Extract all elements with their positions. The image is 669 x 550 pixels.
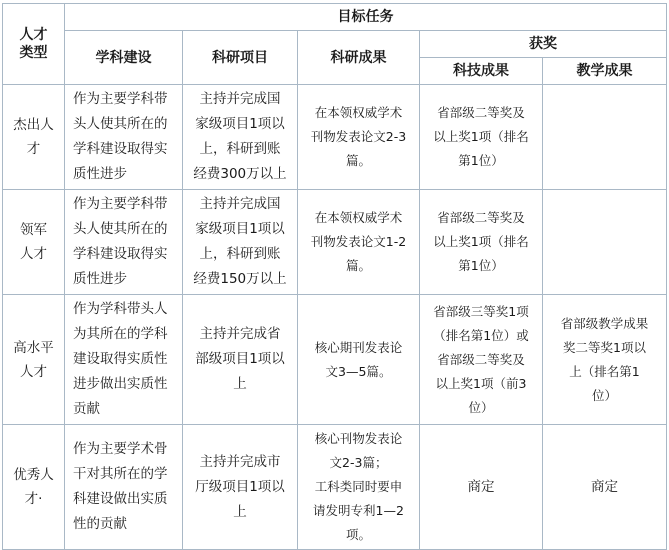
project-cell: 主持并完成市 厅级项目1项以 上 xyxy=(183,425,298,550)
header-discipline: 学科建设 xyxy=(65,31,183,85)
teaching-cell: 商定 xyxy=(543,425,667,550)
sci-tech-cell: 商定 xyxy=(420,425,543,550)
header-category: 人才 类型 xyxy=(3,4,65,85)
sci-tech-cell: 省部级三等奖1项 （排名第1位）或 省部级二等奖及 以上奖1项（前3 位） xyxy=(420,295,543,425)
project-cell: 主持并完成国 家级项目1项以 上，科研到账 经费150万以上 xyxy=(183,190,298,295)
header-sci-tech: 科技成果 xyxy=(420,58,543,85)
result-cell: 核心刊物发表论 文2-3篇； 工科类同时要申 请发明专利1—2 项。 xyxy=(298,425,420,550)
teaching-cell: 省部级教学成果 奖二等奖1项以 上（排名第1 位） xyxy=(543,295,667,425)
table-row xyxy=(3,85,667,190)
project-cell: 主持并完成国 家级项目1项以 上，科研到账 经费300万以上 xyxy=(183,85,298,190)
result-cell: 在本领权威学术 刊物发表论文1-2 篇。 xyxy=(298,190,420,295)
talent-type-cell: 杰出人 才 xyxy=(3,85,65,190)
talent-goals-table xyxy=(2,3,667,550)
header-award: 获奖 xyxy=(420,31,667,58)
result-cell: 核心期刊发表论 文3—5篇。 xyxy=(298,295,420,425)
header-goals: 目标任务 xyxy=(65,4,667,31)
discipline-cell: 作为学科带头人 为其所在的学科 建设取得实质性 进步做出实质性 贡献 xyxy=(65,295,183,425)
teaching-cell xyxy=(543,190,667,295)
header-research-project: 科研项目 xyxy=(183,31,298,85)
discipline-cell: 作为主要学科带 头人使其所在的 学科建设取得实 质性进步 xyxy=(65,190,183,295)
discipline-cell: 作为主要学术骨 干对其所在的学 科建设做出实质 性的贡献 xyxy=(65,425,183,550)
discipline-cell: 作为主要学科带 头人使其所在的 学科建设取得实 质性进步 xyxy=(65,85,183,190)
talent-type-cell: 领军 人才 xyxy=(3,190,65,295)
header-research-result: 科研成果 xyxy=(298,31,420,85)
sci-tech-cell: 省部级二等奖及 以上奖1项（排名 第1位） xyxy=(420,190,543,295)
table-row xyxy=(3,425,667,550)
table-row xyxy=(3,295,667,425)
talent-type-cell: 优秀人 才· xyxy=(3,425,65,550)
project-cell: 主持并完成省 部级项目1项以 上 xyxy=(183,295,298,425)
header-teaching: 教学成果 xyxy=(543,58,667,85)
table-row xyxy=(3,190,667,295)
talent-type-cell: 高水平 人才 xyxy=(3,295,65,425)
result-cell: 在本领权威学术 刊物发表论文2-3 篇。 xyxy=(298,85,420,190)
sci-tech-cell: 省部级二等奖及 以上奖1项（排名 第1位） xyxy=(420,85,543,190)
teaching-cell xyxy=(543,85,667,190)
